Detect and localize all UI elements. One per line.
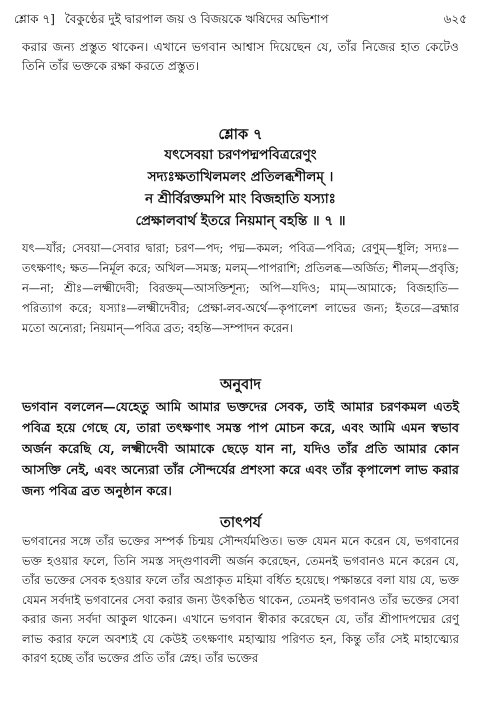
header-section: শ্লোক ৭] [14,12,55,26]
verse-line: সদ্যঃক্ষতাখিলমলং প্রতিলব্ধশীলম্ । [147,169,334,185]
intro-paragraph: করার জন্য প্রস্তুত থাকেন। এখানে ভগবান আশ্বাস দিয়েছেন যে, তাঁর নিজের হাত কেটেও তিনি তাঁর ভক্তকে রক্ষা করতে প্রস্তুত। [22,40,459,73]
verse-line: প্রেক্ষালবার্থ ইতরে নিয়মান্ বহন্তি ॥ ৭ ॥ [135,213,346,229]
page-header [14,10,467,32]
verse-line: যৎসেবয়া চরণপদ্মপবিত্ররেণুং [164,147,317,163]
word-for-word: যৎ—যাঁর; সেবয়া—সেবার দ্বারা; চরণ—পদ; পদ্ম—কমল; পবিত্র—পবিত্র; রেণুম্—ধূলি; সদ্যঃ—তৎক্ষণাৎ; ক্ষত—নির্মূল করে; অখিল—সমস্ত; মলম্—পাপরাশি; প্রতিলব্ধ—অর্জিত; শীলম্—প্রবৃত্তি; ন—না; শ্রীঃ—লক্ষ্মীদেবী; বিরক্তম্—আসক্তিশূন্য; অপি—যদিও; মাম্—আমাকে; বিজহাতি—পরিত্যাগ করে; যস্যাঃ—লক্ষ্মীদেবীর; প্রেক্ষা-লব-অর্থে—কৃপালেশ লাভের জন্য; ইতরে—ব্রহ্মার মতো অন্যেরা; নিয়মান্—পবিত্র ব্রত; বহন্তি—সম্পাদন করেন। [22,241,459,335]
verse-line: ন শ্রীর্বিরক্তমপি মাং বিজহাতি যস্যাঃ [145,191,336,207]
translation-heading: অনুবাদ [219,376,262,393]
header-left [14,11,329,31]
page-number: ৬২৫ [443,12,467,26]
verse-text [0,144,481,232]
verse-heading: শ্লোক ৭ [218,126,263,143]
purport-heading: তাৎপর্য [219,514,262,531]
translation-text: ভগবান বললেন—যেহেতু আমি আমার ভক্তদের সেবক, তাই আমার চরণকমল এতই পবিত্র হয়ে গেছে যে, তারা তৎক্ষণাৎ সমস্ত পাপ মোচন করে, এবং আমি এমন স্বভাব অর্জন করেছি যে, লক্ষ্মীদেবী আমাকে ছেড়ে যান না, যদিও তাঁর প্রতি আমার কোন আসক্তি নেই, এবং অন্যেরা তাঁর সৌন্দর্যের প্রশংসা করে এবং তাঁর কৃপালেশ লাভ করার জন্য পবিত্র ব্রত অনুষ্ঠান করে। [22,399,459,498]
purport-text: ভগবানের সঙ্গে তাঁর ভক্তের সম্পর্ক চিন্ময় সৌন্দর্যমণ্ডিত। ভক্ত যেমন মনে করেন যে, ভগবানের ভক্ত হওয়ার ফলে, তিনি সমস্ত সদ্গুণাবলী অর্জন করেছেন, তেমনই ভগবানও মনে করেন যে, তাঁর ভক্তের সেবক হওয়ার ফলে তাঁর অপ্রাকৃত মহিমা বর্ধিত হয়েছে। পক্ষান্তরে বলা যায় যে, ভক্ত যেমন সর্বদাই ভগবানের সেবা করার জন্য উৎকণ্ঠিত থাকেন, তেমনই ভগবানও তাঁর ভক্তের সেবা করার জন্য সর্বদা আকুল থাকেন। এখানে ভগবান স্বীকার করেছেন যে, তাঁর শ্রীপাদপদ্মের রেণু লাভ করার ফলে অবশ্যই যে কেউই তৎক্ষণাৎ মহাত্মায় পরিণত হন, কিন্তু তাঁর সেই মাহাত্ম্যের কারণ হচ্ছে তাঁর ভক্তের প্রতি তাঁর স্নেহ। তাঁর ভক্তের [22,534,459,665]
header-title: বৈকুণ্ঠের দুই দ্বারপাল জয় ও বিজয়কে ঋষিদের অভিশাপ [64,12,329,26]
